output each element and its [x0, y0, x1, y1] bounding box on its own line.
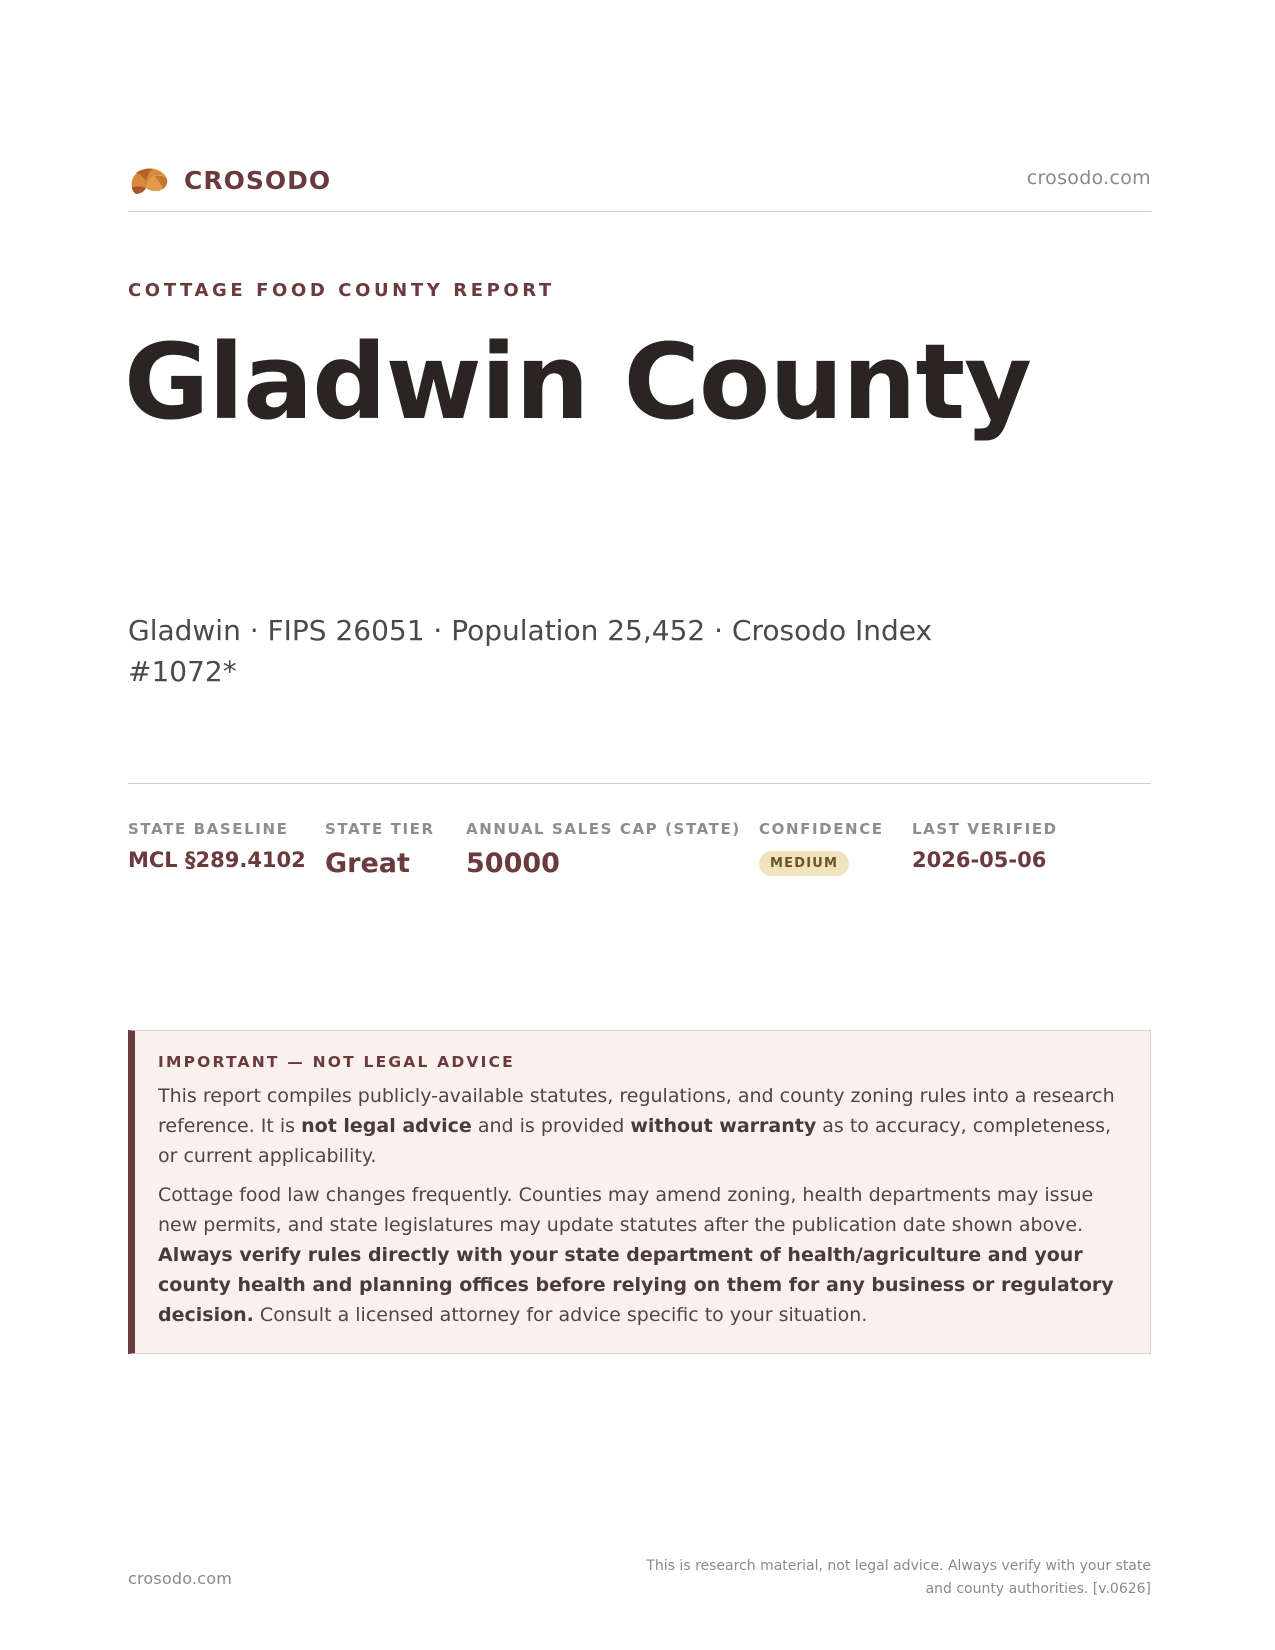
brand[interactable]	[128, 161, 331, 199]
stat-state-baseline	[128, 820, 306, 872]
legal-notice	[128, 1030, 1151, 1354]
stat-label: CONFIDENCE	[759, 820, 884, 838]
confidence-badge: MEDIUM	[759, 851, 849, 876]
stat-label: STATE BASELINE	[128, 820, 289, 838]
footer-disclaimer	[631, 1555, 1151, 1601]
stats-row	[128, 783, 1151, 903]
stat-annual-sales-cap	[466, 820, 741, 879]
page-header	[128, 155, 1151, 212]
page-title: Gladwin County	[124, 321, 1031, 443]
county-summary: Gladwin · FIPS 26051 · Population 25,452 · Crosodo Index #1072*	[128, 614, 933, 688]
brand-name: CROSODO	[184, 165, 332, 195]
croissant-icon	[128, 161, 170, 199]
stat-confidence	[759, 820, 884, 876]
stat-value: MCL §289.4102	[128, 848, 306, 872]
footer-site-url[interactable]: crosodo.com	[128, 1569, 233, 1588]
stat-label: ANNUAL SALES CAP (STATE)	[466, 820, 741, 838]
notice-paragraph: Cottage food law changes frequently. Counties may amend zoning, health departments may issue new permits, and state legislatures may update statutes after the publication date shown above. Always verify rules directly with your state department of health/agriculture and your county health and planning offices before relying on them for any business or regulatory decision. Consult a licensed attorney for advice specific to your situation.	[158, 1184, 1114, 1326]
stat-label: STATE TIER	[325, 820, 435, 838]
stat-value: 50000	[466, 848, 560, 879]
stat-last-verified	[912, 820, 1058, 872]
notice-heading: IMPORTANT — NOT LEGAL ADVICE	[158, 1053, 515, 1071]
stat-label: LAST VERIFIED	[912, 820, 1058, 838]
footer-disclaimer-line: and county authorities. [v.0626]	[925, 1581, 1151, 1597]
site-url[interactable]: crosodo.com	[1026, 167, 1151, 189]
notice-paragraph: This report compiles publicly-available statutes, regulations, and county zoning rules into a research reference. It is not legal advice and is provided without warranty as to accuracy, completeness, or current applicability.	[158, 1085, 1115, 1167]
stat-state-tier	[325, 820, 435, 879]
report-eyebrow: COTTAGE FOOD COUNTY REPORT	[128, 280, 555, 301]
footer-disclaimer-line: This is research material, not legal advice. Always verify with your state	[646, 1558, 1151, 1574]
stat-value: 2026-05-06	[912, 848, 1047, 872]
stat-value: Great	[325, 848, 410, 879]
